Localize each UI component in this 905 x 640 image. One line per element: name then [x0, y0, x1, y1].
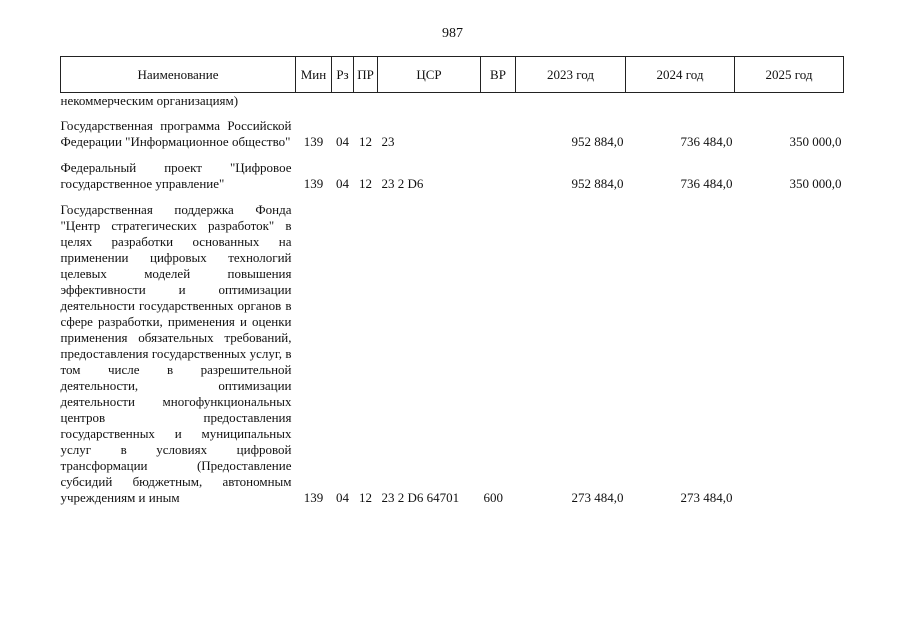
row-2025: 350 000,0 — [789, 134, 842, 149]
page-number: 987 — [442, 26, 463, 41]
row-pr: 12 — [359, 134, 372, 149]
row-name: Государственная программа Российской Федерации "Информационное общество" — [60, 118, 292, 149]
row-min: 139 — [303, 134, 324, 149]
continuation-row — [61, 93, 844, 109]
row-min: 139 — [303, 176, 324, 191]
table-row — [61, 202, 844, 506]
row-2024: 736 484,0 — [680, 134, 733, 149]
header-2025: 2025 год — [735, 57, 844, 93]
row-pr: 12 — [359, 176, 372, 191]
row-pr: 12 — [359, 490, 372, 505]
row-2023: 952 884,0 — [571, 134, 624, 149]
header-pr: ПР — [354, 57, 378, 93]
table-row — [61, 118, 844, 150]
row-vr: 600 — [483, 490, 503, 505]
row-2025 — [735, 202, 844, 506]
row-name: Федеральный проект "Цифровое государственное управление" — [60, 160, 292, 191]
header-min: Мин — [296, 57, 332, 93]
row-2025: 350 000,0 — [789, 176, 842, 191]
header-vr: ВР — [481, 57, 516, 93]
row-vr — [481, 160, 516, 192]
header-2024: 2024 год — [626, 57, 735, 93]
row-name: Государственная поддержка Фонда "Центр стратегических разработок" в целях разработки основанных на применении цифровых технологий целевых моделей повышения эффективности и оптимизации деятельности государственных органов в сфере разработки, применения и оценки применения обязательных требований, предоставления государственных услуг, в том числе в разрешительной деятельности, оптимизации деятельности многофункциональных центров предоставления государственных и муниципальных услуг в условиях цифровой трансформации (Предоставление субсидий бюджетным, автономным учреждениям и иным — [60, 202, 292, 505]
row-csr: 23 — [381, 134, 395, 149]
header-rz: Рз — [332, 57, 354, 93]
row-2023: 952 884,0 — [571, 176, 624, 191]
header-csr: ЦСР — [378, 57, 481, 93]
row-rz: 04 — [336, 490, 349, 505]
continuation-text: некоммерческим организациям) — [60, 93, 239, 108]
header-name: Наименование — [61, 57, 296, 93]
row-vr — [481, 118, 516, 150]
row-rz: 04 — [336, 176, 349, 191]
table-row — [61, 160, 844, 192]
row-rz: 04 — [336, 134, 349, 149]
table-header — [61, 57, 844, 93]
row-2023: 273 484,0 — [571, 490, 624, 505]
row-csr: 23 2 D6 — [381, 176, 424, 191]
header-2023: 2023 год — [516, 57, 626, 93]
row-min: 139 — [303, 490, 324, 505]
row-2024: 273 484,0 — [680, 490, 733, 505]
row-2024: 736 484,0 — [680, 176, 733, 191]
row-csr: 23 2 D6 64701 — [381, 490, 460, 505]
budget-table — [60, 56, 844, 506]
